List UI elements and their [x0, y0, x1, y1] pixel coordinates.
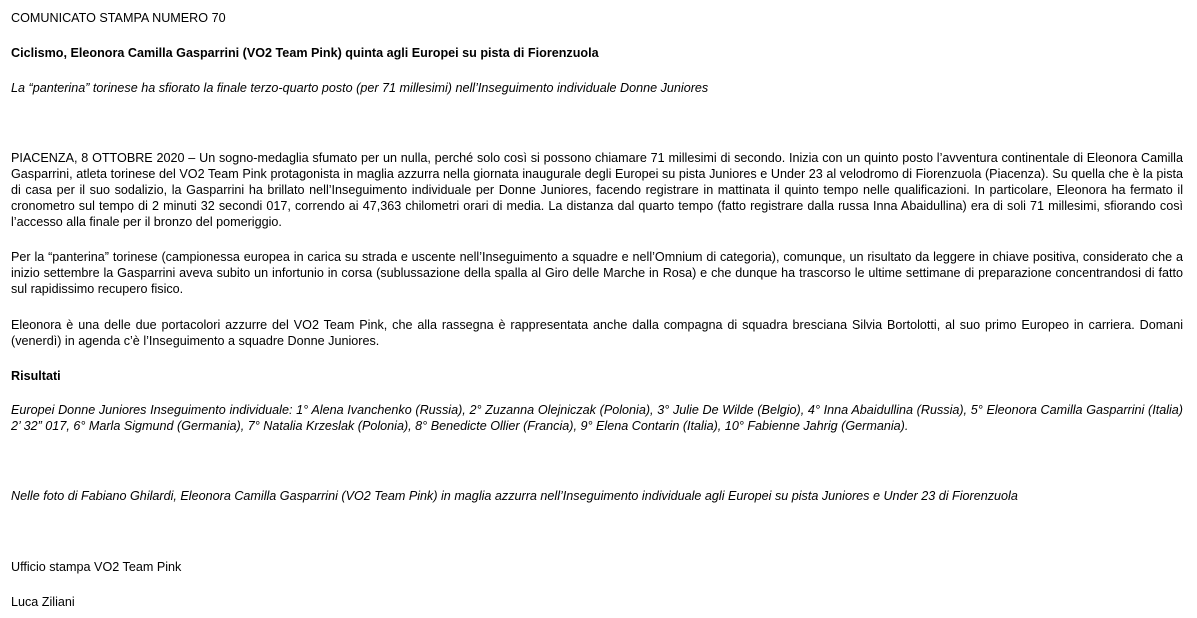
results-heading: Risultati	[11, 369, 61, 383]
photo-credit: Nelle foto di Fabiano Ghilardi, Eleonora Camilla Gasparrini (VO2 Team Pink) in maglia azzurra nell’Inseguimento individuale agli Europei su pista Juniores e Under 23 di Fiorenzuola	[11, 489, 1018, 503]
body-paragraph-2: Per la “panterina” torinese (campionessa europea in carica su strada e uscente nell’Inseguimento a squadre e nell’Omnium di categoria), comunque, un risultato da leggere in chiave positiva, considerato che a inizio settembre la Gasparrini aveva subito un infortunio in corsa (sublussazione della spalla al Giro delle Marche in Rosa) e che dunque ha trascorso le ultime settimane di preparazione concentrandosi di fatto sul rapidissimo recupero fisico.	[11, 250, 1183, 296]
release-number-heading: COMUNICATO STAMPA NUMERO 70	[11, 11, 226, 25]
body-paragraph-1: PIACENZA, 8 OTTOBRE 2020 – Un sogno-medaglia sfumato per un nulla, perché solo così si possono chiamare 71 millesimi di secondo. Inizia con un quinto posto l’avventura continentale di Eleonora Camilla Gasparrini, atleta torinese del VO2 Team Pink protagonista in maglia azzurra nella giornata inaugurale degli Europei su pista Juniores e Under 23 al velodromo di Fiorenzuola (Piacenza). Su quella che è la pista di casa per il suo sodalizio, la Gasparrini ha brillato nell’Inseguimento individuale per Donne Juniores, facendo registrare in mattinata il quinto tempo nelle qualificazioni. In particolare, Eleonora ha fermato il cronometro sul tempo di 2 minuti 32 secondi 017, correndo ai 47,363 chilometri orari di media. La distanza dal quarto tempo (fatto registrare dalla russa Inna Abaidullina) era di soli 71 millesimi, sfiorando così l’accesso alla finale per il bronzo del pomeriggio.	[11, 151, 1183, 229]
body-paragraph-3: Eleonora è una delle due portacolori azzurre del VO2 Team Pink, che alla rassegna è rappresentata anche dalla compagna di squadra bresciana Silvia Bortolotti, al suo primo Europeo in carriera. Domani (venerdì) in agenda c’è l’Inseguimento a squadre Donne Juniores.	[11, 318, 1183, 348]
release-subtitle: La “panterina” torinese ha sfiorato la finale terzo-quarto posto (per 71 millesimi) nell’Inseguimento individuale Donne Juniores	[11, 81, 709, 95]
release-title: Ciclismo, Eleonora Camilla Gasparrini (VO2 Team Pink) quinta agli Europei su pista di Fiorenzuola	[11, 46, 599, 60]
press-office: Ufficio stampa VO2 Team Pink	[11, 560, 182, 574]
results-text: Europei Donne Juniores Inseguimento individuale: 1° Alena Ivanchenko (Russia), 2° Zuzanna Olejniczak (Polonia), 3° Julie De Wilde (Belgio), 4° Inna Abaidullina (Russia), 5° Eleonora Camilla Gasparrini (Italia) 2’ 32” 017, 6° Marla Sigmund (Germania), 7° Natalia Krzeslak (Polonia), 8° Benedicte Ollier (Francia), 9° Elena Contarin (Italia), 10° Fabienne Jahrig (Germania).	[11, 403, 1183, 433]
author-name: Luca Ziliani	[11, 595, 75, 609]
